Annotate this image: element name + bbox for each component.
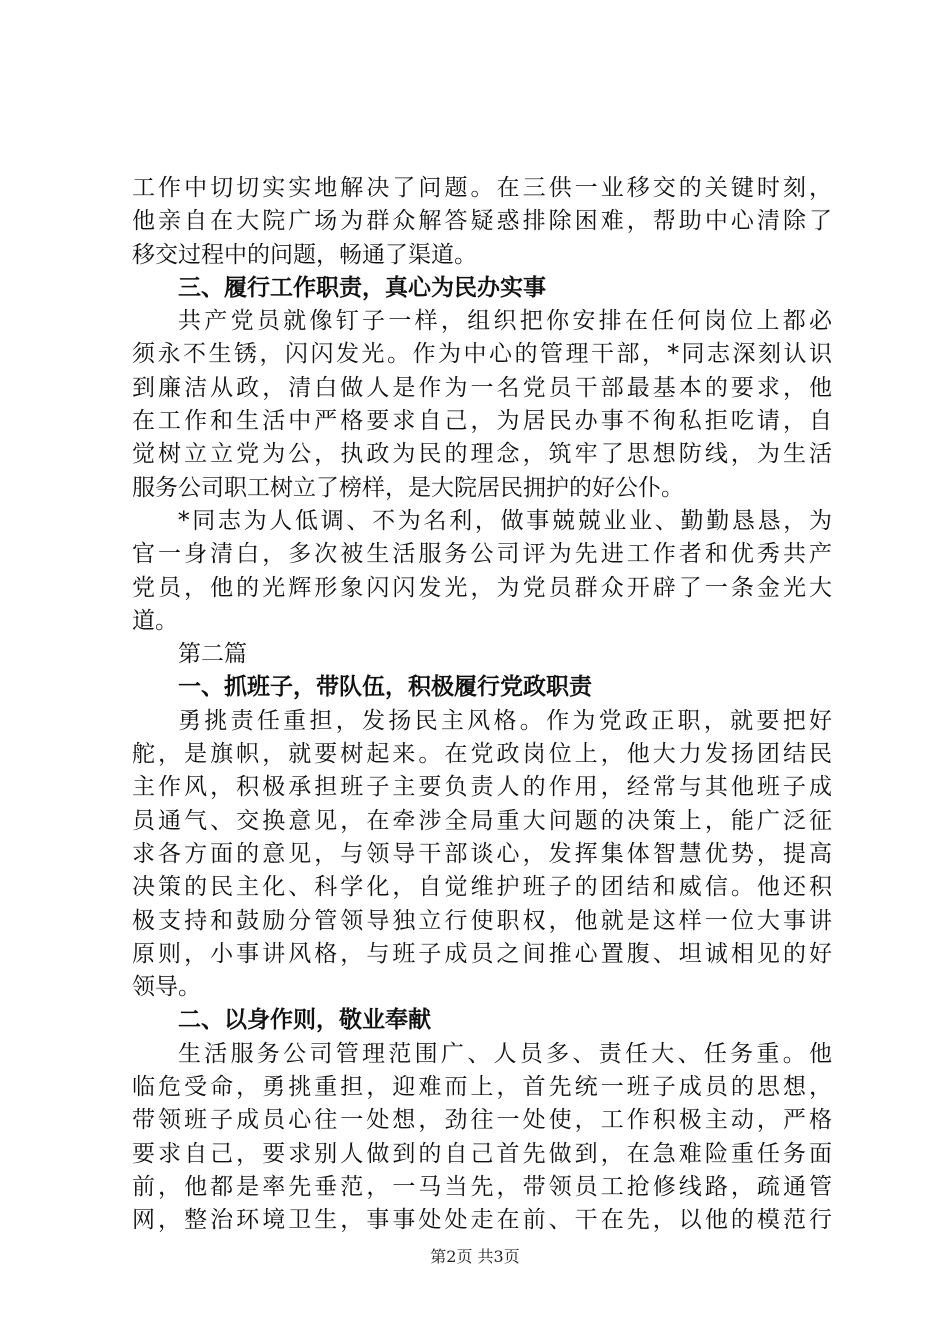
page-footer: 第2页 共3页 xyxy=(430,1247,520,1266)
paragraph-line: 党员，他的光辉形象闪闪发光，为党员群众开辟了一条金光大 xyxy=(132,574,832,601)
paragraph-line: 网，整治环境卫生，事事处处走在前、干在先，以他的模范行 xyxy=(132,1207,832,1234)
paragraph-last-line: 移交过程中的问题，畅通了渠道。 xyxy=(132,241,477,268)
section-heading: 一、抓班子，带队伍，积极履行党政职责 xyxy=(178,674,592,701)
paragraph-first-line: 生活服务公司管理范围广、人员多、责任大、任务重。他 xyxy=(178,1040,832,1067)
paragraph-line: 觉树立立党为公，执政为民的理念，筑牢了思想防线，为生活 xyxy=(132,441,832,468)
paragraph-line: 求各方面的意见，与领导干部谈心，发挥集体智慧优势，提高 xyxy=(132,840,832,867)
paragraph-last-line: 服务公司职工树立了榜样，是大院居民拥护的好公仆。 xyxy=(132,474,684,501)
paragraph-line: 要求自己，要求别人做到的自己首先做到，在急难险重任务面 xyxy=(132,1140,832,1167)
paragraph-line: 到廉洁从政，清白做人是作为一名党员干部最基本的要求，他 xyxy=(132,374,832,401)
paragraph-first-line: 勇挑责任重担，发扬民主风格。作为党政正职，就要把好 xyxy=(178,707,832,734)
part-title: 第二篇 xyxy=(178,641,247,668)
paragraph-line: 极支持和鼓励分管领导独立行使职权，他就是这样一位大事讲 xyxy=(132,907,832,934)
paragraph-line: 前，他都是率先垂范，一马当先，带领员工抢修线路，疏通管 xyxy=(132,1173,832,1200)
paragraph-line: 须永不生锈，闪闪发光。作为中心的管理干部，*同志深刻认识 xyxy=(132,341,832,368)
paragraph-line: 员通气、交换意见，在牵涉全局重大问题的决策上，能广泛征 xyxy=(132,807,832,834)
paragraph-line: 临危受命，勇挑重担，迎难而上，首先统一班子成员的思想， xyxy=(132,1074,832,1101)
document-body xyxy=(132,172,832,1238)
paragraph-line: 工作中切切实实地解决了问题。在三供一业移交的关键时刻， xyxy=(132,175,832,201)
paragraph-last-line: 领导。 xyxy=(132,974,201,1001)
paragraph-line: 舵，是旗帜，就要树起来。在党政岗位上，他大力发扬团结民 xyxy=(132,741,832,768)
paragraph-line: 在工作和生活中严格要求自己，为居民办事不徇私拒吃请，自 xyxy=(132,408,832,435)
paragraph-line: 带领班子成员心往一处想，劲往一处使，工作积极主动，严格 xyxy=(132,1107,832,1134)
paragraph-line: 他亲自在大院广场为群众解答疑惑排除困难，帮助中心清除了 xyxy=(132,208,832,235)
paragraph-line: 主作风，积极承担班子主要负责人的作用，经常与其他班子成 xyxy=(132,774,832,801)
section-heading: 三、履行工作职责，真心为民办实事 xyxy=(178,274,546,301)
paragraph-last-line: 道。 xyxy=(132,607,178,634)
paragraph-first-line: *同志为人低调、不为名利，做事兢兢业业、勤勤恳恳，为 xyxy=(178,507,832,534)
paragraph-first-line: 共产党员就像钉子一样，组织把你安排在任何岗位上都必 xyxy=(178,308,832,335)
paragraph-line: 决策的民主化、科学化，自觉维护班子的团结和威信。他还积 xyxy=(132,874,832,901)
paragraph-line: 官一身清白，多次被生活服务公司评为先进工作者和优秀共产 xyxy=(132,541,832,568)
paragraph-line: 原则，小事讲风格，与班子成员之间推心置腹、坦诚相见的好 xyxy=(132,940,832,967)
section-heading: 二、以身作则，敬业奉献 xyxy=(178,1007,431,1034)
